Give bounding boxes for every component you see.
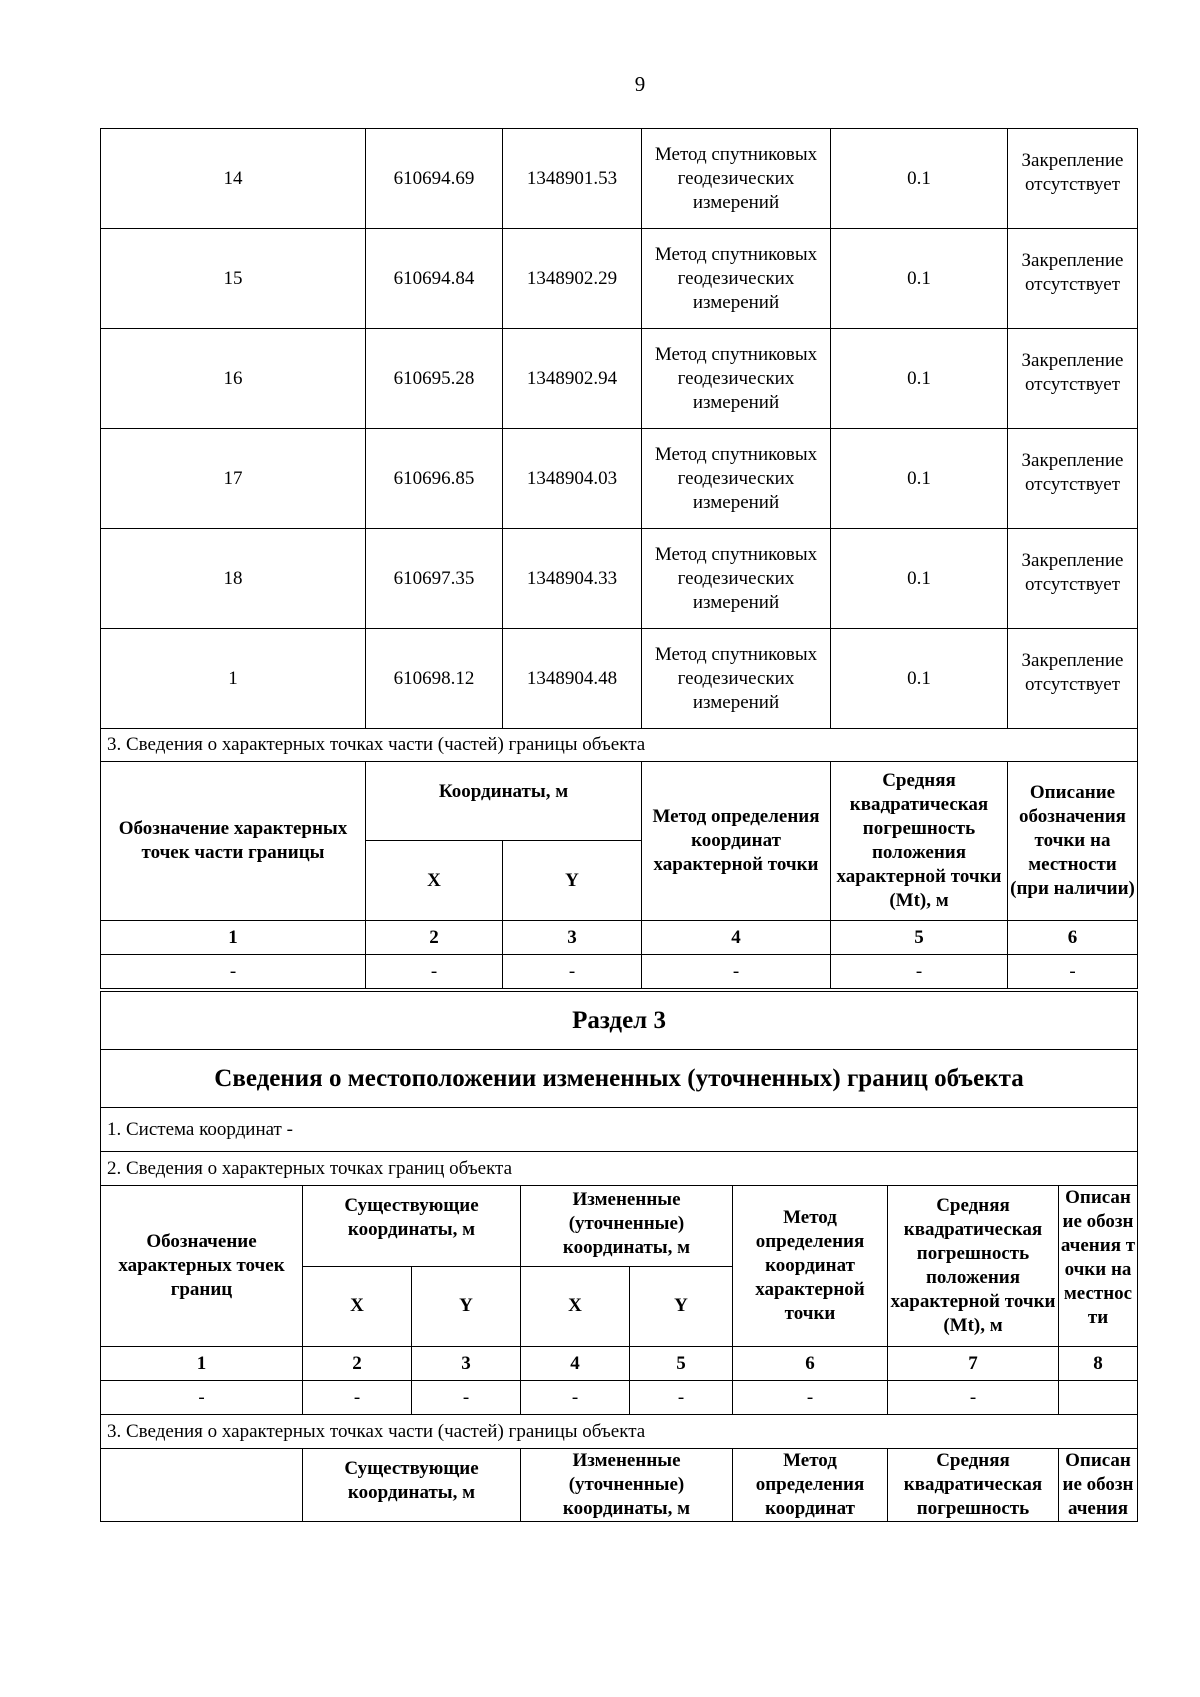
header-changed-x: X xyxy=(521,1266,630,1347)
coord-y: 1348902.29 xyxy=(503,229,642,329)
header-description: Описание обозначения точки на местности (при наличии) xyxy=(1008,762,1138,921)
column-number: 5 xyxy=(630,1347,733,1381)
table-row xyxy=(101,229,1138,329)
empty-cell: - xyxy=(1008,955,1138,989)
empty-cell: - xyxy=(521,1381,630,1415)
mt-value: 0.1 xyxy=(831,429,1008,529)
mt-value: 0.1 xyxy=(831,129,1008,229)
method: Метод спутниковых геодезических измерений xyxy=(642,329,831,429)
coord-x: 610698.12 xyxy=(366,629,503,729)
header-x: X xyxy=(366,841,503,921)
header-existing-x: X xyxy=(303,1266,412,1347)
method: Метод спутниковых геодезических измерений xyxy=(642,629,831,729)
table-row xyxy=(101,529,1138,629)
empty-designation-cell xyxy=(101,1449,303,1522)
column-number: 4 xyxy=(642,921,831,955)
table-row xyxy=(101,129,1138,229)
header-description xyxy=(1059,1186,1138,1347)
part-header-description xyxy=(1059,1449,1138,1522)
method: Метод спутниковых геодезических измерений xyxy=(642,429,831,529)
point-id: 17 xyxy=(101,429,366,529)
coord-system: 1. Система координат - xyxy=(101,1108,1138,1152)
header-y: Y xyxy=(503,841,642,921)
empty-cell: - xyxy=(503,955,642,989)
header-existing-coords: Существующие координаты, м xyxy=(303,1186,521,1267)
empty-cell: - xyxy=(412,1381,521,1415)
column-number: 8 xyxy=(1059,1347,1138,1381)
empty-cell xyxy=(1059,1381,1138,1415)
empty-cell: - xyxy=(366,955,503,989)
page-number: 9 xyxy=(634,72,646,96)
description: Закрепление отсутствует xyxy=(1008,629,1138,729)
coord-x: 610697.35 xyxy=(366,529,503,629)
point-id: 1 xyxy=(101,629,366,729)
point-id: 16 xyxy=(101,329,366,429)
method: Метод спутниковых геодезических измерений xyxy=(642,129,831,229)
part-header-mt: Средняя квадратическая погрешность xyxy=(888,1449,1059,1522)
section3-table xyxy=(100,991,1138,1522)
section-title: Сведения о местоположении измененных (уточненных) границ объекта xyxy=(101,1050,1138,1108)
part-header-existing: Существующие координаты, м xyxy=(303,1449,521,1522)
empty-cell: - xyxy=(101,1381,303,1415)
column-number: 6 xyxy=(1008,921,1138,955)
mt-value: 0.1 xyxy=(831,629,1008,729)
mt-value: 0.1 xyxy=(831,329,1008,429)
empty-cell: - xyxy=(303,1381,412,1415)
description: Закрепление отсутствует xyxy=(1008,129,1138,229)
header-changed-y: Y xyxy=(630,1266,733,1347)
column-number: 3 xyxy=(503,921,642,955)
mt-value: 0.1 xyxy=(831,229,1008,329)
empty-cell: - xyxy=(642,955,831,989)
header-changed-coords: Измененные (уточненные) координаты, м xyxy=(521,1186,733,1267)
column-number: 7 xyxy=(888,1347,1059,1381)
method: Метод спутниковых геодезических измерений xyxy=(642,229,831,329)
part-header-description-text: Описание обозначения xyxy=(1062,1450,1134,1519)
empty-cell: - xyxy=(831,955,1008,989)
coord-x: 610694.84 xyxy=(366,229,503,329)
coord-y: 1348904.48 xyxy=(503,629,642,729)
coord-y: 1348904.03 xyxy=(503,429,642,529)
header-existing-y: Y xyxy=(412,1266,521,1347)
header-designation: Обозначение характерных точек части границы xyxy=(101,762,366,921)
point-id: 14 xyxy=(101,129,366,229)
header-method: Метод определения координат характерной точки xyxy=(733,1186,888,1347)
empty-cell: - xyxy=(733,1381,888,1415)
description: Закрепление отсутствует xyxy=(1008,529,1138,629)
header-coordinates: Координаты, м xyxy=(366,762,642,841)
column-number: 3 xyxy=(412,1347,521,1381)
empty-cell: - xyxy=(101,955,366,989)
description: Закрепление отсутствует xyxy=(1008,329,1138,429)
header-description-text: Описание обозначения точки на местности xyxy=(1060,1187,1136,1328)
header-mt: Средняя квадратическая погрешность положения характерной точки (Mt), м xyxy=(831,762,1008,921)
header-designation: Обозначение характерных точек границ xyxy=(101,1186,303,1347)
header-method: Метод определения координат характерной точки xyxy=(642,762,831,921)
coord-y: 1348901.53 xyxy=(503,129,642,229)
mt-value: 0.1 xyxy=(831,529,1008,629)
boundary-points-title: 2. Сведения о характерных точках границ объекта xyxy=(101,1152,1138,1186)
point-id: 15 xyxy=(101,229,366,329)
table-row xyxy=(101,329,1138,429)
table-row xyxy=(101,429,1138,529)
column-number: 2 xyxy=(366,921,503,955)
part-header-changed: Измененные (уточненные) координаты, м xyxy=(521,1449,733,1522)
method: Метод спутниковых геодезических измерений xyxy=(642,529,831,629)
column-number: 4 xyxy=(521,1347,630,1381)
part-header-method: Метод определения координат xyxy=(733,1449,888,1522)
section-heading: Раздел 3 xyxy=(101,992,1138,1050)
header-mt: Средняя квадратическая погрешность положения характерной точки (Mt), м xyxy=(888,1186,1059,1347)
column-number: 6 xyxy=(733,1347,888,1381)
coord-x: 610694.69 xyxy=(366,129,503,229)
part-points-title: 3. Сведения о характерных точках части (частей) границы объекта xyxy=(101,729,1138,762)
coord-x: 610696.85 xyxy=(366,429,503,529)
points-table xyxy=(100,128,1138,989)
table-row xyxy=(101,629,1138,729)
description: Закрепление отсутствует xyxy=(1008,229,1138,329)
description: Закрепление отсутствует xyxy=(1008,429,1138,529)
coord-x: 610695.28 xyxy=(366,329,503,429)
point-id: 18 xyxy=(101,529,366,629)
empty-cell: - xyxy=(888,1381,1059,1415)
coord-y: 1348902.94 xyxy=(503,329,642,429)
column-number: 1 xyxy=(101,921,366,955)
column-number: 5 xyxy=(831,921,1008,955)
column-number: 1 xyxy=(101,1347,303,1381)
column-number: 2 xyxy=(303,1347,412,1381)
coord-y: 1348904.33 xyxy=(503,529,642,629)
empty-cell: - xyxy=(630,1381,733,1415)
part-points-title-2: 3. Сведения о характерных точках части (частей) границы объекта xyxy=(101,1415,1138,1449)
